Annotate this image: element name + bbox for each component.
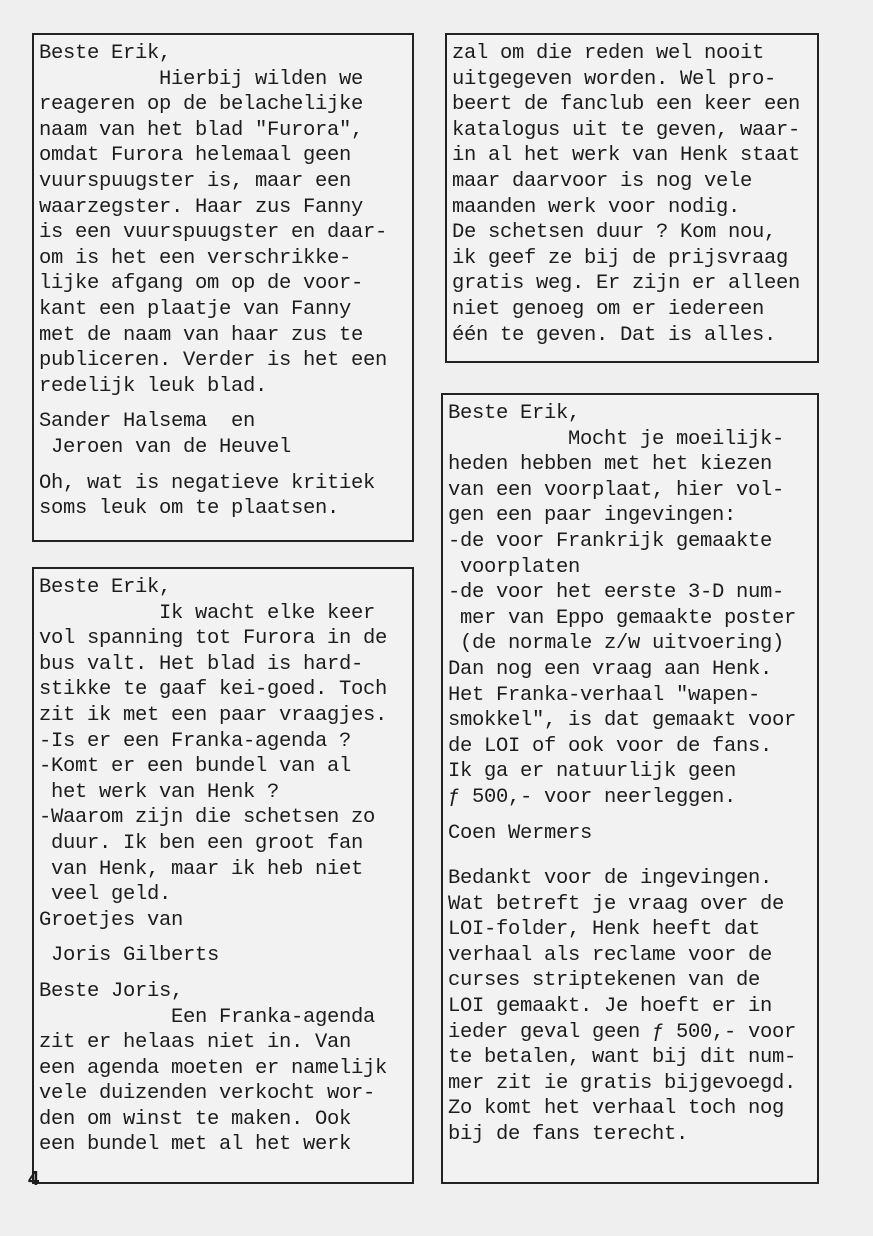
text-line: van een voorplaat, hier vol- (448, 478, 785, 502)
text-line: heden hebben met het kiezen (448, 453, 773, 477)
text-line: (de normale z/w uitvoering) (448, 632, 785, 656)
text-line: met de naam van haar zus te (39, 323, 364, 347)
text-line: mer zit ie gratis bijgevoegd. (448, 1071, 797, 1095)
text-line: Sander Halsema en (39, 410, 256, 434)
text-line: Oh, wat is negatieve kritiek (39, 471, 376, 495)
page-number: 4 (28, 1168, 40, 1190)
text-line: Joris Gilberts (39, 944, 220, 968)
text-line: ik geef ze bij de prijsvraag (452, 246, 789, 270)
text-line: Beste Erik, (448, 402, 581, 425)
text-line: Dan nog een vraag aan Henk. (448, 657, 773, 681)
text-line (39, 399, 408, 409)
text-line: veel geld. (39, 883, 172, 907)
text-line (39, 933, 408, 943)
text-line: smokkel", is dat gemaakt voor (448, 709, 797, 733)
text-line: Hierbij wilden we (39, 67, 364, 91)
text-line (448, 856, 813, 866)
text-line: curses striptekenen van de (448, 969, 761, 993)
text-line: maar daarvoor is nog vele (452, 169, 753, 193)
text-line: een bundel met al het werk (39, 1133, 352, 1157)
text-line: om is het een verschrikke- (39, 246, 352, 270)
text-line: Het Franka-verhaal "wapen- (448, 683, 761, 707)
text-line: Zo komt het verhaal toch nog (448, 1097, 785, 1121)
text-line: Mocht je moeilijk- (448, 427, 785, 451)
text-line: Bedankt voor de ingevingen. (448, 867, 773, 891)
text-line: ieder geval geen ƒ 500,- voor (448, 1020, 797, 1044)
text-line: katalogus uit te geven, waar- (452, 118, 801, 142)
text-line: ƒ 500,- voor neerleggen. (448, 785, 737, 809)
text-line: naam van het blad "Furora", (39, 118, 364, 142)
text-line: voorplaten (448, 555, 581, 579)
text-line (39, 969, 408, 979)
letter-box-wermers (441, 393, 819, 1184)
text-line: gratis weg. Er zijn er alleen (452, 272, 801, 296)
text-line: zit ik met een paar vraagjes. (39, 703, 388, 727)
text-line: De schetsen duur ? Kom nou, (452, 221, 777, 245)
text-line: verhaal als reclame voor de (448, 943, 773, 967)
text-line: publiceren. Verder is het een (39, 349, 388, 373)
text-line: LOI-folder, Henk heeft dat (448, 918, 761, 942)
text-line (448, 846, 813, 856)
text-line: vele duizenden verkocht wor- (39, 1082, 376, 1106)
text-line: stikke te gaaf kei-goed. Toch (39, 678, 388, 702)
text-line: in al het werk van Henk staat (452, 144, 801, 168)
text-line: bus valt. Het blad is hard- (39, 652, 364, 676)
text-line: Wat betreft je vraag over de (448, 892, 785, 916)
text-line: gen een paar ingevingen: (448, 504, 737, 528)
text-line: zal om die reden wel nooit (452, 42, 765, 65)
text-line: omdat Furora helemaal geen (39, 144, 352, 168)
text-line: beert de fanclub een keer een (452, 93, 801, 117)
text-line: Jeroen van de Heuvel (39, 435, 292, 459)
text-line: uitgegeven worden. Wel pro- (452, 67, 777, 91)
text-line: Groetjes van (39, 908, 184, 932)
reply-continuation-box (445, 33, 819, 363)
text-line: -Komt er een bundel van al (39, 755, 352, 779)
text-line: Coen Wermers (448, 821, 593, 845)
text-line: duur. Ik ben een groot fan (39, 831, 364, 855)
text-line: een agenda moeten er namelijk (39, 1056, 388, 1080)
text-line: Een Franka-agenda (39, 1005, 376, 1029)
text-line: Beste Erik, (39, 42, 172, 65)
text-line: van Henk, maar ik heb niet (39, 857, 364, 881)
text-line: kant een plaatje van Fanny (39, 297, 352, 321)
text-line: LOI gemaakt. Je hoeft er in (448, 995, 773, 1019)
text-line: het werk van Henk ? (39, 780, 280, 804)
text-line: is een vuurspuugster en daar- (39, 221, 388, 245)
text-line: maanden werk voor nodig. (452, 195, 741, 219)
text-line: waarzegster. Haar zus Fanny (39, 195, 364, 219)
text-line: Beste Erik, (39, 576, 172, 599)
text-line: den om winst te maken. Ook (39, 1107, 352, 1131)
footer-rule (58, 1182, 413, 1184)
letter-box-halsema (32, 33, 414, 542)
text-line: -Is er een Franka-agenda ? (39, 729, 352, 753)
text-line: lijke afgang om op de voor- (39, 272, 364, 296)
text-line: -de voor Frankrijk gemaakte (448, 529, 773, 553)
text-line: reageren op de belachelijke (39, 93, 364, 117)
text-line (39, 461, 408, 471)
text-line: Ik wacht elke keer (39, 601, 376, 625)
text-line: te betalen, want bij dit num- (448, 1046, 797, 1070)
letter-box-gilberts (32, 567, 414, 1184)
text-line: -Waarom zijn die schetsen zo (39, 806, 376, 830)
text-line: de LOI of ook voor de fans. (448, 734, 773, 758)
text-line: mer van Eppo gemaakte poster (448, 606, 797, 630)
text-line: vol spanning tot Furora in de (39, 627, 388, 651)
text-line: zit er helaas niet in. Van (39, 1031, 352, 1055)
text-line: Beste Joris, (39, 979, 184, 1003)
text-line: niet genoeg om er iedereen (452, 297, 765, 321)
text-line: soms leuk om te plaatsen. (39, 497, 340, 521)
text-line: één te geven. Dat is alles. (452, 323, 777, 347)
text-line: redelijk leuk blad. (39, 374, 268, 398)
text-line: bij de fans terecht. (448, 1123, 689, 1147)
text-line (448, 811, 813, 821)
text-line: vuurspuugster is, maar een (39, 169, 352, 193)
text-line: -de voor het eerste 3-D num- (448, 581, 785, 605)
text-line: Ik ga er natuurlijk geen (448, 760, 737, 784)
